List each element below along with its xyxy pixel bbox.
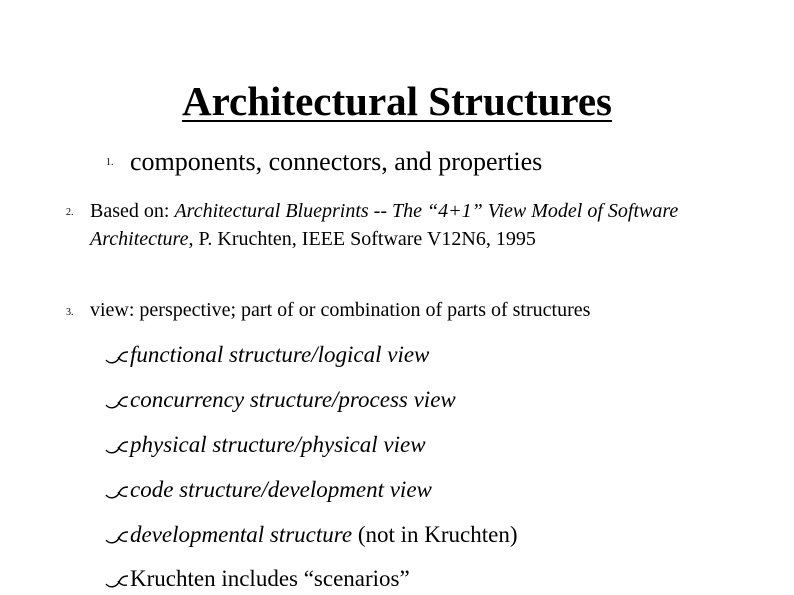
script-j-bullet-icon bbox=[104, 572, 130, 588]
source-details: , P. Kruchten, IEEE Software V12N6, 1995 bbox=[188, 228, 536, 250]
sub-item-scenarios: Kruchten includes “scenarios” bbox=[104, 564, 410, 594]
script-j-bullet-icon bbox=[104, 483, 130, 499]
sub-item-developmental: developmental structure (not in Kruchten) bbox=[104, 520, 518, 550]
script-j-bullet-icon bbox=[104, 393, 130, 409]
item-number: 3. bbox=[66, 307, 74, 318]
item-number: 1. bbox=[106, 157, 114, 168]
item-number: 2. bbox=[66, 207, 74, 218]
list-item-view: view: perspective; part of or combination of parts of structures bbox=[90, 299, 591, 321]
script-j-bullet-icon bbox=[104, 438, 130, 454]
script-j-bullet-icon bbox=[104, 528, 130, 544]
slide-title: Architectural Structures bbox=[181, 78, 613, 124]
sub-item-code: code structure/development view bbox=[104, 475, 432, 505]
script-j-bullet-icon bbox=[104, 348, 130, 364]
sub-item-physical: physical structure/physical view bbox=[104, 430, 426, 460]
list-item-components: components, connectors, and properties bbox=[130, 147, 543, 176]
sub-item-functional: functional structure/logical view bbox=[104, 340, 429, 370]
list-item-based-on bbox=[90, 197, 730, 253]
item-prefix: Based on: bbox=[90, 200, 175, 222]
source-title: Architectural Blueprints -- The “4+1” View Model of Software Architecture bbox=[90, 200, 679, 250]
sub-item-concurrency: concurrency structure/process view bbox=[104, 385, 456, 415]
